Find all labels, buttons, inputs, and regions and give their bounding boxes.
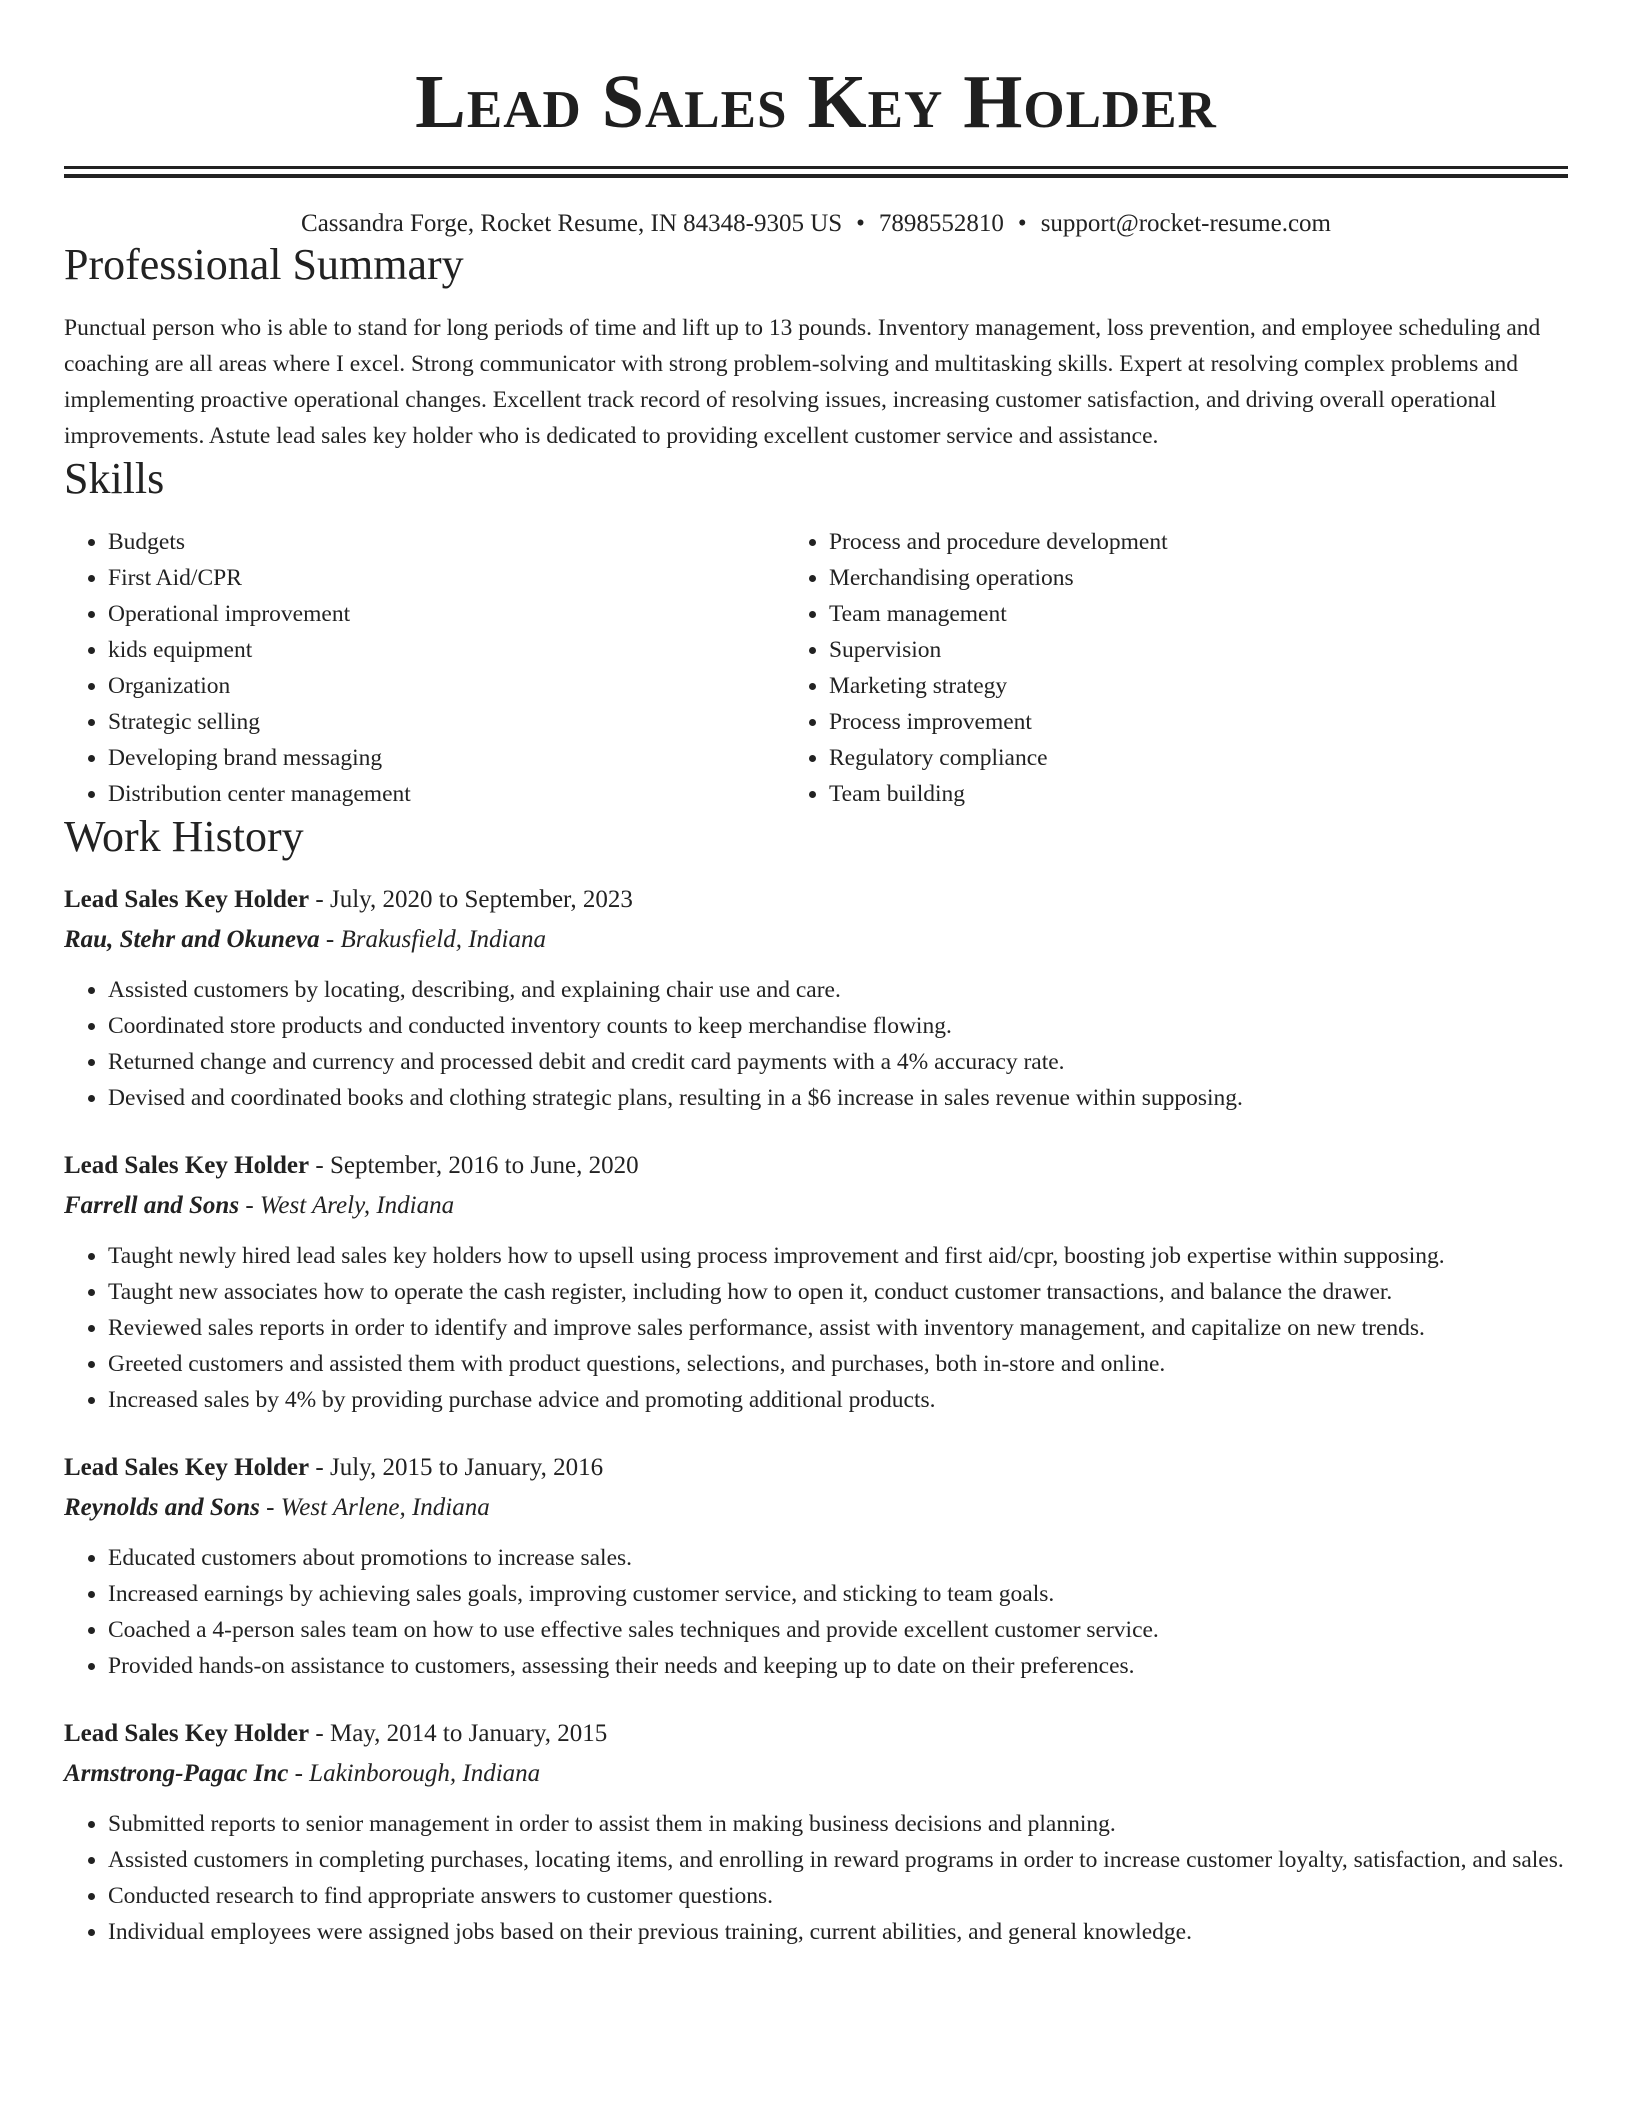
job-bullet: • Returned change and currency and processed debit and credit card payments with a 4% accuracy rate. [108, 1044, 1568, 1080]
job-bullet: • Coached a 4-person sales team on how to use effective sales techniques and provide excellent customer service. [108, 1612, 1568, 1648]
job-bullet: • Provided hands-on assistance to customers, assessing their needs and keeping up to date on their preferences. [108, 1648, 1568, 1684]
job-bullet: • Assisted customers in completing purchases, locating items, and enrolling in reward programs in order to increase customer loyalty, satisfaction, and sales. [108, 1842, 1568, 1878]
job-company: Armstrong-Pagac Inc [64, 1760, 289, 1787]
job-bullet: • Increased sales by 4% by providing purchase advice and promoting additional products. [108, 1382, 1568, 1418]
job-employer [64, 1188, 1568, 1224]
job-location: - Brakusfield, Indiana [319, 926, 546, 953]
job-header [64, 1716, 1568, 1752]
skill-item: • Developing brand messaging [108, 740, 785, 776]
contact-separator: • [856, 210, 865, 237]
work-history-heading: Work History [64, 812, 304, 861]
title-double-rule [64, 166, 1568, 178]
skill-item: • Team management [829, 596, 1568, 632]
job-dates: - July, 2015 to January, 2016 [309, 1454, 604, 1481]
job-bullet: • Increased earnings by achieving sales goals, improving customer service, and sticking to team goals. [108, 1576, 1568, 1612]
job-dates: - July, 2020 to September, 2023 [309, 886, 633, 913]
job-bullet: • Conducted research to find appropriate answers to customer questions. [108, 1878, 1568, 1914]
job-bullets [64, 1238, 1568, 1418]
job-bullets [64, 972, 1568, 1116]
resume-page [64, 0, 1568, 1950]
job-bullet: • Assisted customers by locating, describing, and explaining chair use and care. [108, 972, 1568, 1008]
contact-email: support@rocket-resume.com [1040, 210, 1331, 237]
job-entry [64, 1450, 1568, 1684]
page-title: Lead Sales Key Holder [415, 60, 1217, 144]
job-bullet: • Submitted reports to senior management in order to assist them in making business decisions and planning. [108, 1806, 1568, 1842]
skills-heading: Skills [64, 454, 165, 503]
job-location: - West Arlene, Indiana [259, 1494, 490, 1521]
skill-item: • Team building [829, 776, 1568, 812]
job-bullet: • Individual employees were assigned jobs based on their previous training, current abilities, and general knowledge. [108, 1914, 1568, 1950]
job-entry [64, 1716, 1568, 1950]
skill-item: • Budgets [108, 524, 785, 560]
skill-item: • First Aid/CPR [108, 560, 785, 596]
job-company: Reynolds and Sons [64, 1494, 260, 1521]
job-employer [64, 1490, 1568, 1526]
job-header [64, 1450, 1568, 1486]
job-header [64, 1148, 1568, 1184]
skills-columns [64, 524, 1568, 812]
job-bullet: • Taught new associates how to operate the cash register, including how to open it, conduct customer transactions, and balance the drawer. [108, 1274, 1568, 1310]
skills-list-right [785, 524, 1568, 812]
job-employer [64, 922, 1568, 958]
skill-item: • Distribution center management [108, 776, 785, 812]
job-header [64, 882, 1568, 918]
job-dates: - May, 2014 to January, 2015 [309, 1720, 608, 1747]
job-role: Lead Sales Key Holder [64, 886, 310, 913]
job-dates: - September, 2016 to June, 2020 [309, 1152, 639, 1179]
summary-text: Punctual person who is able to stand for long periods of time and lift up to 13 pounds. Inventory management, loss prevention, and employee scheduling and coaching are all areas where I excel. Strong communicator with strong problem-solving and multitasking skills. Expert at resolving complex problems and implementing proactive operational changes. Excellent track record of resolving issues, increasing customer satisfaction, and driving overall operational improvements. Astute lead sales key holder who is dedicated to providing excellent customer service and assistance. [64, 315, 1541, 449]
job-company: Rau, Stehr and Okuneva [64, 926, 320, 953]
job-entry [64, 1148, 1568, 1418]
job-bullet: • Taught newly hired lead sales key holders how to upsell using process improvement and first aid/cpr, boosting job expertise within supposing. [108, 1238, 1568, 1274]
skill-item: • Organization [108, 668, 785, 704]
job-bullet: • Devised and coordinated books and clothing strategic plans, resulting in a $6 increase in sales revenue within supposing. [108, 1080, 1568, 1116]
job-entry [64, 882, 1568, 1116]
job-location: - West Arely, Indiana [239, 1192, 455, 1219]
job-bullets [64, 1806, 1568, 1950]
skills-list-left [64, 524, 785, 812]
skill-item: • Process and procedure development [829, 524, 1568, 560]
job-bullets [64, 1540, 1568, 1684]
contact-address: Cassandra Forge, Rocket Resume, IN 84348-9305 US [301, 210, 843, 237]
contact-line [64, 208, 1568, 240]
job-location: - Lakinborough, Indiana [288, 1760, 541, 1787]
job-role: Lead Sales Key Holder [64, 1720, 310, 1747]
skill-item: • Operational improvement [108, 596, 785, 632]
job-bullet: • Educated customers about promotions to increase sales. [108, 1540, 1568, 1576]
skill-item: • Process improvement [829, 704, 1568, 740]
skill-item: • Regulatory compliance [829, 740, 1568, 776]
skill-item: • kids equipment [108, 632, 785, 668]
job-employer [64, 1756, 1568, 1792]
job-role: Lead Sales Key Holder [64, 1454, 310, 1481]
skill-item: • Marketing strategy [829, 668, 1568, 704]
job-company: Farrell and Sons [64, 1192, 240, 1219]
contact-phone: 7898552810 [878, 210, 1004, 237]
summary-heading: Professional Summary [64, 240, 464, 289]
skill-item: • Merchandising operations [829, 560, 1568, 596]
job-bullet: • Coordinated store products and conducted inventory counts to keep merchandise flowing. [108, 1008, 1568, 1044]
job-bullet: • Greeted customers and assisted them with product questions, selections, and purchases, both in-store and online. [108, 1346, 1568, 1382]
skill-item: • Strategic selling [108, 704, 785, 740]
skill-item: • Supervision [829, 632, 1568, 668]
contact-separator: • [1017, 210, 1027, 237]
job-role: Lead Sales Key Holder [64, 1152, 310, 1179]
job-bullet: • Reviewed sales reports in order to identify and improve sales performance, assist with inventory management, and capitalize on new trends. [108, 1310, 1568, 1346]
